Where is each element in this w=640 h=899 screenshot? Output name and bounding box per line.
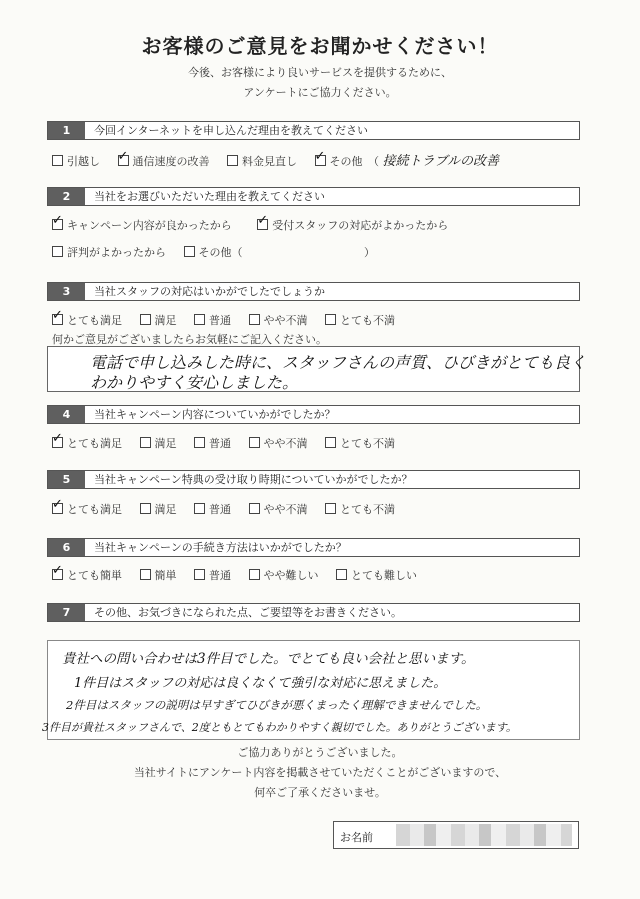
question-number: 5 <box>48 471 85 488</box>
option-other[interactable]: ✓ その他 <box>315 153 363 169</box>
option-very-dissatisfied[interactable]: とても不満 <box>325 435 395 451</box>
option-very-easy[interactable]: ✓とても簡単 <box>52 567 122 583</box>
question-text: 今回インターネットを申し込んだ理由を教えてください <box>94 124 369 137</box>
question-7-comment-box[interactable] <box>42 640 580 740</box>
option-very-satisfied[interactable]: ✓とても満足 <box>52 501 122 517</box>
option-satisfied[interactable]: 満足 <box>140 501 177 517</box>
checkbox[interactable] <box>336 569 347 580</box>
question-4-options <box>52 435 409 451</box>
question-7-header <box>47 603 580 622</box>
checkbox[interactable] <box>249 314 260 325</box>
question-1-options <box>52 150 499 169</box>
checkbox[interactable] <box>194 503 205 514</box>
checkbox[interactable] <box>140 437 151 448</box>
checkbox[interactable] <box>325 503 336 514</box>
question-5-options <box>52 501 409 517</box>
checkbox[interactable] <box>140 314 151 325</box>
comment-line: 1件目はスタッフの対応は良くなくて強引な対応に思えました。 <box>74 676 447 691</box>
name-field[interactable] <box>333 821 579 849</box>
option-very-satisfied[interactable]: ✓とても満足 <box>52 312 122 328</box>
comment-line: 2件目はスタッフの説明は早すぎてひびきが悪くまったく理解できませんでした。 <box>66 698 488 712</box>
other-reason-handwritten[interactable]: 接続トラブルの改善 <box>382 154 499 169</box>
comment-line: わかりやすく安心しました。 <box>90 373 299 392</box>
checkbox[interactable] <box>118 155 129 166</box>
option-campaign[interactable]: ✓キャンペーン内容が良かったから <box>52 217 232 233</box>
question-text: 当社スタッフの対応はいかがでしたでしょうか <box>94 285 325 298</box>
option-difficult[interactable]: やや難しい <box>249 567 319 583</box>
option-normal[interactable]: 普通 <box>194 435 231 451</box>
checkbox[interactable] <box>52 246 63 257</box>
question-4-header <box>47 405 580 424</box>
option-satisfied[interactable]: 満足 <box>140 312 177 328</box>
checkbox[interactable] <box>325 437 336 448</box>
checkbox[interactable] <box>227 155 238 166</box>
option-very-dissatisfied[interactable]: とても不満 <box>325 501 395 517</box>
option-satisfied[interactable]: 満足 <box>140 435 177 451</box>
option-easy[interactable]: 簡単 <box>140 567 177 583</box>
checkbox[interactable] <box>184 246 195 257</box>
paren-open: （ <box>368 155 379 168</box>
option-price[interactable]: 料金見直し <box>227 153 297 169</box>
question-number: 2 <box>48 188 85 205</box>
option-very-dissatisfied[interactable]: とても不満 <box>325 312 395 328</box>
question-5-header <box>47 470 580 489</box>
comment-line: 電話で申し込みした時に、スタッフさんの声質、ひびきがとても良く <box>90 353 587 372</box>
question-text: 当社をお選びいただいた理由を教えてください <box>94 190 325 203</box>
question-number: 1 <box>48 122 85 139</box>
checkbox[interactable] <box>52 314 63 325</box>
comment-line: 貴社への問い合わせは3件目でした。でとても良い会社と思います。 <box>62 651 475 667</box>
question-text: 当社キャンペーン内容についていかがでしたか？ <box>94 408 336 421</box>
option-speed[interactable]: ✓ 通信速度の改善 <box>118 153 210 169</box>
question-3-header <box>47 282 580 301</box>
question-6-options <box>52 567 431 583</box>
option-normal[interactable]: 普通 <box>194 567 231 583</box>
checkbox[interactable] <box>249 569 260 580</box>
question-number: 3 <box>48 283 85 300</box>
question-2-options-row1 <box>52 217 462 233</box>
page-title: お客様のご意見をお聞かせください！ <box>141 34 499 58</box>
intro-line-1: 今後、お客様により良いサービスを提供するために、 <box>188 66 452 79</box>
option-other[interactable]: その他（ <box>184 244 243 260</box>
checkbox[interactable] <box>52 155 63 166</box>
comment-line: 3件目が貴社スタッフさんで、2度ともとてもわかりやすく親切でした。ありがとうございます。 <box>42 721 517 734</box>
checkbox[interactable] <box>249 437 260 448</box>
footer-note-2: 何卒ご了承くださいませ。 <box>254 786 386 799</box>
footer-note-1: 当社サイトにアンケート内容を掲載させていただくことがございますので、 <box>133 766 507 779</box>
option-normal[interactable]: 普通 <box>194 501 231 517</box>
checkbox[interactable] <box>52 569 63 580</box>
option-dissatisfied[interactable]: やや不満 <box>249 501 308 517</box>
comment-prompt: 何かご意見がございましたらお気軽にご記入ください。 <box>52 333 327 346</box>
question-2-header <box>47 187 580 206</box>
checkbox[interactable] <box>194 569 205 580</box>
option-moving[interactable]: 引越し <box>52 153 100 169</box>
checkbox[interactable] <box>194 314 205 325</box>
option-dissatisfied[interactable]: やや不満 <box>249 435 308 451</box>
thanks-text: ご協力ありがとうございました。 <box>237 746 403 759</box>
checkbox[interactable] <box>194 437 205 448</box>
checkbox[interactable] <box>140 503 151 514</box>
name-label: お名前 <box>340 831 373 844</box>
checkbox[interactable] <box>140 569 151 580</box>
question-text: その他、お気づきになられた点、ご要望等をお書きください。 <box>94 606 402 619</box>
question-3-options <box>52 312 409 328</box>
checkbox[interactable] <box>325 314 336 325</box>
option-staff[interactable]: ✓ 受付スタッフの対応がよかったから <box>257 217 448 233</box>
paren-close: ） <box>364 246 375 259</box>
question-2-options-row2 <box>52 244 375 260</box>
question-text: 当社キャンペーン特典の受け取り時期についていかがでしたか？ <box>94 473 413 486</box>
question-1-header <box>47 121 580 140</box>
question-number: 7 <box>48 604 85 621</box>
checkbox[interactable] <box>52 503 63 514</box>
checkbox[interactable] <box>315 155 326 166</box>
redacted-name <box>396 824 572 846</box>
question-6-header <box>47 538 580 557</box>
question-3-comment-box[interactable] <box>47 346 587 392</box>
checkbox[interactable] <box>52 437 63 448</box>
checkbox[interactable] <box>249 503 260 514</box>
question-number: 6 <box>48 539 85 556</box>
question-text: 当社キャンペーンの手続き方法はいかがでしたか？ <box>94 541 347 554</box>
option-dissatisfied[interactable]: やや不満 <box>249 312 308 328</box>
option-normal[interactable]: 普通 <box>194 312 231 328</box>
checkbox[interactable] <box>52 219 63 230</box>
option-very-satisfied[interactable]: ✓とても満足 <box>52 435 122 451</box>
option-very-difficult[interactable]: とても難しい <box>336 567 417 583</box>
intro-line-2: アンケートにご協力ください。 <box>243 86 397 99</box>
checkbox[interactable] <box>257 219 268 230</box>
question-number: 4 <box>48 406 85 423</box>
option-reputation[interactable]: 評判がよかったから <box>52 244 166 260</box>
